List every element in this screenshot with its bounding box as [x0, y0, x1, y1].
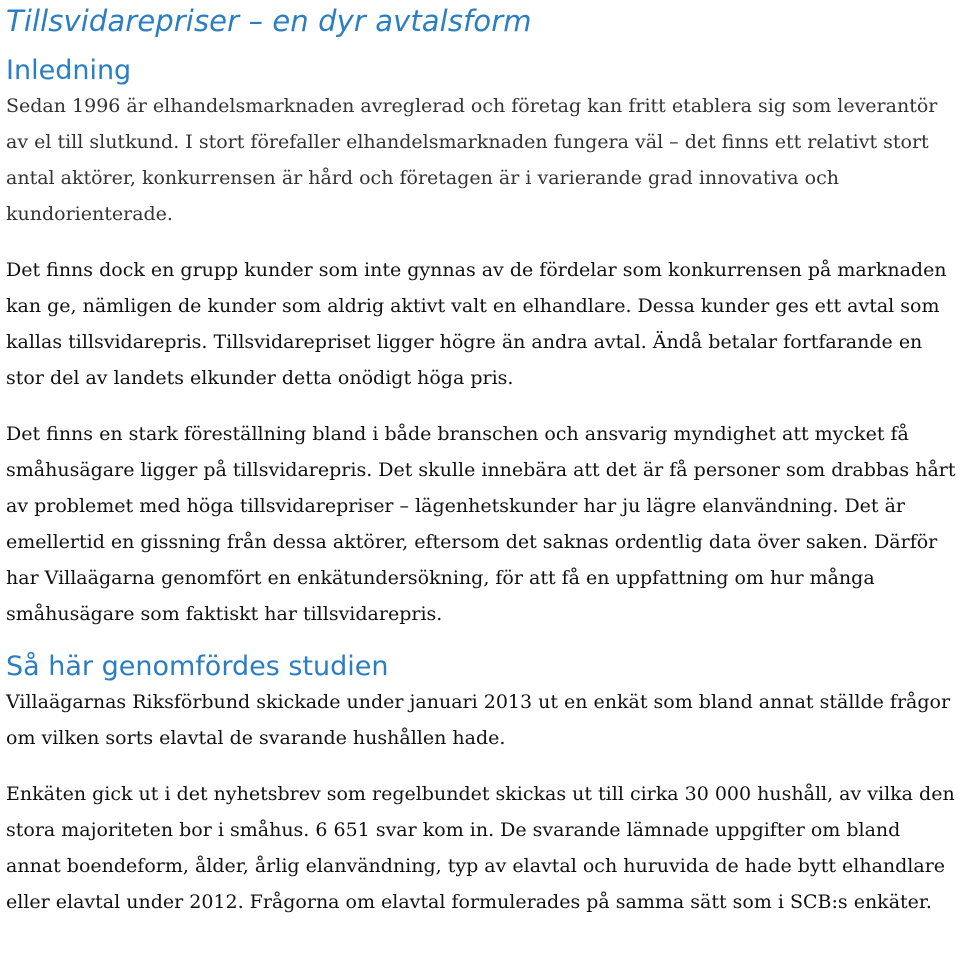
document-page: [6, 0, 958, 920]
section-heading-intro: Inledning: [6, 55, 132, 86]
study-paragraph-1: Villaägarnas Riksförbund skickade under januari 2013 ut en enkät som bland annat ställde frågor om vilken sorts elavtal de svarande hushållen hade.: [6, 691, 951, 749]
study-paragraph-2: Enkäten gick ut i det nyhetsbrev som regelbundet skickas ut till cirka 30 000 hushåll, av vilka den stora majoriteten bor i småhus. 6 651 svar kom in. De svarande lämnade uppgifter om bland annat boendeform, ålder, årlig elanvändning, typ av elavtal och huruvida de hade bytt elhandlare eller elavtal under 2012. Frågorna om elavtal formulerades på samma sätt som i SCB:s enkäter.: [6, 783, 955, 913]
intro-paragraph-3: Det finns en stark föreställning bland i både branschen och ansvarig myndighet att mycket få småhusägare ligger på tillsvidarepris. Det skulle innebära att det är få personer som drabbas hårt av problemet med höga tillsvidarepriser – lägenhetskunder har ju lägre elanvändning. Det är emellertid en gissning från dessa aktörer, eftersom det saknas ordentlig data över saken. Därför har Villaägarna genomfört en enkätundersökning, för att få en uppfattning om hur många småhusägare som faktiskt har tillsvidarepris.: [6, 423, 956, 625]
section-heading-study: Så här genomfördes studien: [6, 651, 389, 682]
document-title: Tillsvidarepriser – en dyr avtalsform: [6, 4, 532, 38]
intro-paragraph-2: Det finns dock en grupp kunder som inte gynnas av de fördelar som konkurrensen på marknaden kan ge, nämligen de kunder som aldrig aktivt valt en elhandlare. Dessa kunder ges ett avtal som kallas tillsvidarepris. Tillsvidarepriset ligger högre än andra avtal. Ändå betalar fortfarande en stor del av landets elkunder detta onödigt höga pris.: [6, 259, 947, 389]
intro-paragraph-1: Sedan 1996 är elhandelsmarknaden avreglerad och företag kan fritt etablera sig som leverantör av el till slutkund. I stort förefaller elhandelsmarknaden fungera väl – det finns ett relativt stort antal aktörer, konkurrensen är hård och företagen är i varierande grad innovativa och kundorienterade.: [6, 95, 938, 225]
